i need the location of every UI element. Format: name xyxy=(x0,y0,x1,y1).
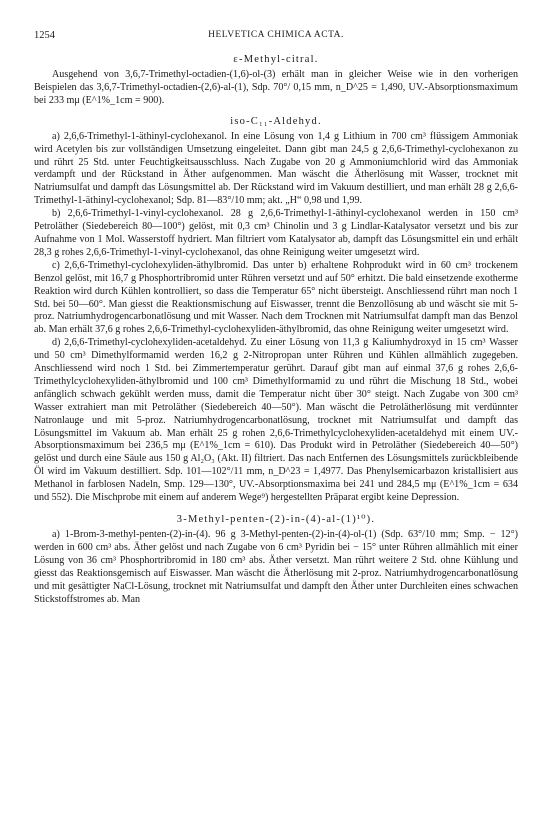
body-paragraph: Ausgehend von 3,6,7-Trimethyl-octadien-(1,6)-ol-(3) erhält man in gleicher Weise wie in den vorherigen Beispielen das 3,6,7-Trimethyl-octadien-(2,6)-al-(1), Sdp. 70°/ 0,15 mm, n_D^25 = 1,490, UV.-Absorptionsmaximum bei 233 mμ (E^1%_1cm = 900). xyxy=(34,69,518,106)
section-title: 3-Methyl-penten-(2)-in-(4)-al-(1)¹⁰). xyxy=(176,514,376,525)
body-paragraph: b) 2,6,6-Trimethyl-1-vinyl-cyclohexanol. 28 g 2,6,6-Trimethyl-1-äthinyl-cyclohexanol werden in 150 cm³ Petroläther (Siedebereich 80—100°) gelöst, mit 0,3 cm³ Chinolin und 3 g Lindlar-Katalysator versetzt und bis zur Aufnahme von 1 Mol. Wasserstoff hydriert. Man filtriert vom Katalysator ab, dampft das Lösungsmittel ein und erhält 28,3 g rohes 2,6,6-Trimethyl-1-vinyl-cyclohexanol, das ohne Reinigung weiter umgesetzt wird. xyxy=(34,208,518,258)
body-paragraph: a) 2,6,6-Trimethyl-1-äthinyl-cyclohexanol. In eine Lösung von 1,4 g Lithium in 700 cm³ flüssigem Ammoniak wird Acetylen bis zur vollständigen Umsetzung eingeleitet. Dann gibt man 24,5 g 2,6,6-Trimethyl-cyclohexanon zu und rührt 25 Std. unter Feuchtigkeitsausschluss. Nach Zugabe von 20 g Ammoniumchlorid wird das Ammoniak verdampft und der Rückstand in Äther aufgenommen. Man wäscht die Ätherlösung mit Wasser, trocknet mit Natriumsulfat und dampft das Lösungsmittel ab. Der Rückstand wird im Vakuum destilliert, und man erhält 28 g 2,6,6-Trimethyl-1-äthinyl-cyclohexanol; Sdp. 81—83°/10 mm; akt. „H“ 0,98 und 1,99. xyxy=(34,130,518,207)
page xyxy=(34,30,518,606)
journal-title: HELVETICA CHIMICA ACTA. xyxy=(208,30,344,40)
section-title: ε-Methyl-citral. xyxy=(233,54,319,65)
body-paragraph: c) 2,6,6-Trimethyl-cyclohexyliden-äthylbromid. Das unter b) erhaltene Rohprodukt wird in 60 cm³ trockenem Benzol gelöst, mit 16,7 g Phosphortribromid unter Rühren versetzt und auf 50° erhitzt. Die bald einsetzende exotherme Reaktion wird durch Kühlen kontrolliert, so dass die Temperatur 65° nicht übersteigt. Anschliessend rührt man noch 1 Std. bei 50—60°. Man giesst die Reaktionsmischung auf Eiswasser, trennt die Benzollösung ab und wäscht sie mit 5-proz. Natriumhydrogencarbonatlösung und mit Wasser. Nach dem Trocknen mit Natriumsulfat dampft man das Benzol ab. Man erhält 37,6 g rohes 2,6,6-Trimethyl-cyclohexyliden-äthylbromid, das ohne Reinigung weiter umgesetzt wird. xyxy=(34,259,518,336)
body-paragraph: d) 2,6,6-Trimethyl-cyclohexyliden-acetaldehyd. Zu einer Lösung von 11,3 g Kaliumhydroxyd in 15 cm³ Wasser und 50 cm³ Dimethylformamid werden 16,2 g 2-Nitropropan unter Rühren und Kühlen allmählich zugegeben. Anschliessend wird noch 1 Std. bei Zimmertemperatur gerührt. Darauf gibt man auf einmal 37,6 g rohes 2,6,6-Trimethylcyclohexyliden-äthylbromid und 100 cm³ Dimethylformamid zu und rührt die Mischung 18 Std., wobei anfänglich schwach gekühlt werden muss, damit die Temperatur nicht über 30° steigt. Nach Zugabe von 300 cm³ Wasser extrahiert man mit Petroläther (Siedebereich 40—50°). Man wäscht die Petrolätherlösung mit verdünnter Natronlauge und mit 5-proz. Natriumhydrogencarbonatlösung, trocknet mit Natriumsulfat und dampft das Lösungsmittel im Vakuum ab. Man erhält 25 g rohen 2,6,6-Trimethylcyclohexyliden-acetaldehyd mit einem UV.-Absorptionsmaximum bei 236,5 mμ (E^1%_1cm = 610). Das Produkt wird in Petroläther (Siedebereich 40—50°) gelöst und durch eine Säule aus 150 g Al₂O₃ (Akt. II) filtriert. Das nach Entfernen des Lösungsmittels zurückbleibende Öl wird im Vakuum destilliert. Sdp. 101—102°/11 mm, n_D^23 = 1,4977. Das Phenylsemicarbazon kristallisiert aus Methanol in farblosen Nadeln, Smp. 129—130°, UV.-Absorptionsmaxima bei 241 und 284,5 mμ (E^1%_1cm = 634 und 552). Die Mischprobe mit einem auf anderem Wege⁹) hergestellten Präparat ergibt keine Depression. xyxy=(34,337,518,504)
running-head xyxy=(34,30,518,46)
page-number: 1254 xyxy=(34,30,55,41)
body-paragraph: a) 1-Brom-3-methyl-penten-(2)-in-(4). 96 g 3-Methyl-penten-(2)-in-(4)-ol-(1) (Sdp. 63°/10 mm; Smp. − 12°) werden in 600 cm³ abs. Äther gelöst und nach Zugabe von 6 cm³ Pyridin bei − 15° unter Rühren allmählich mit einer Lösung von 36 cm³ Phosphortribromid in 180 cm³ abs. Äther versetzt. Man rührt weitere 2 Std. ohne Kühlung und giesst das Reaktionsgemisch auf Eiswasser. Man wäscht die Ätherlösung mit 2-proz. Natriumhydrogencarbonatlösung und mit gesättigter NaCl-Lösung, trocknet mit Natriumsulfat und dampft den Äther unter Durchleiten eines schwachen Stickstoffstromes ab. Man xyxy=(34,529,518,605)
section-title: iso-C₁₁-Aldehyd. xyxy=(230,115,322,127)
